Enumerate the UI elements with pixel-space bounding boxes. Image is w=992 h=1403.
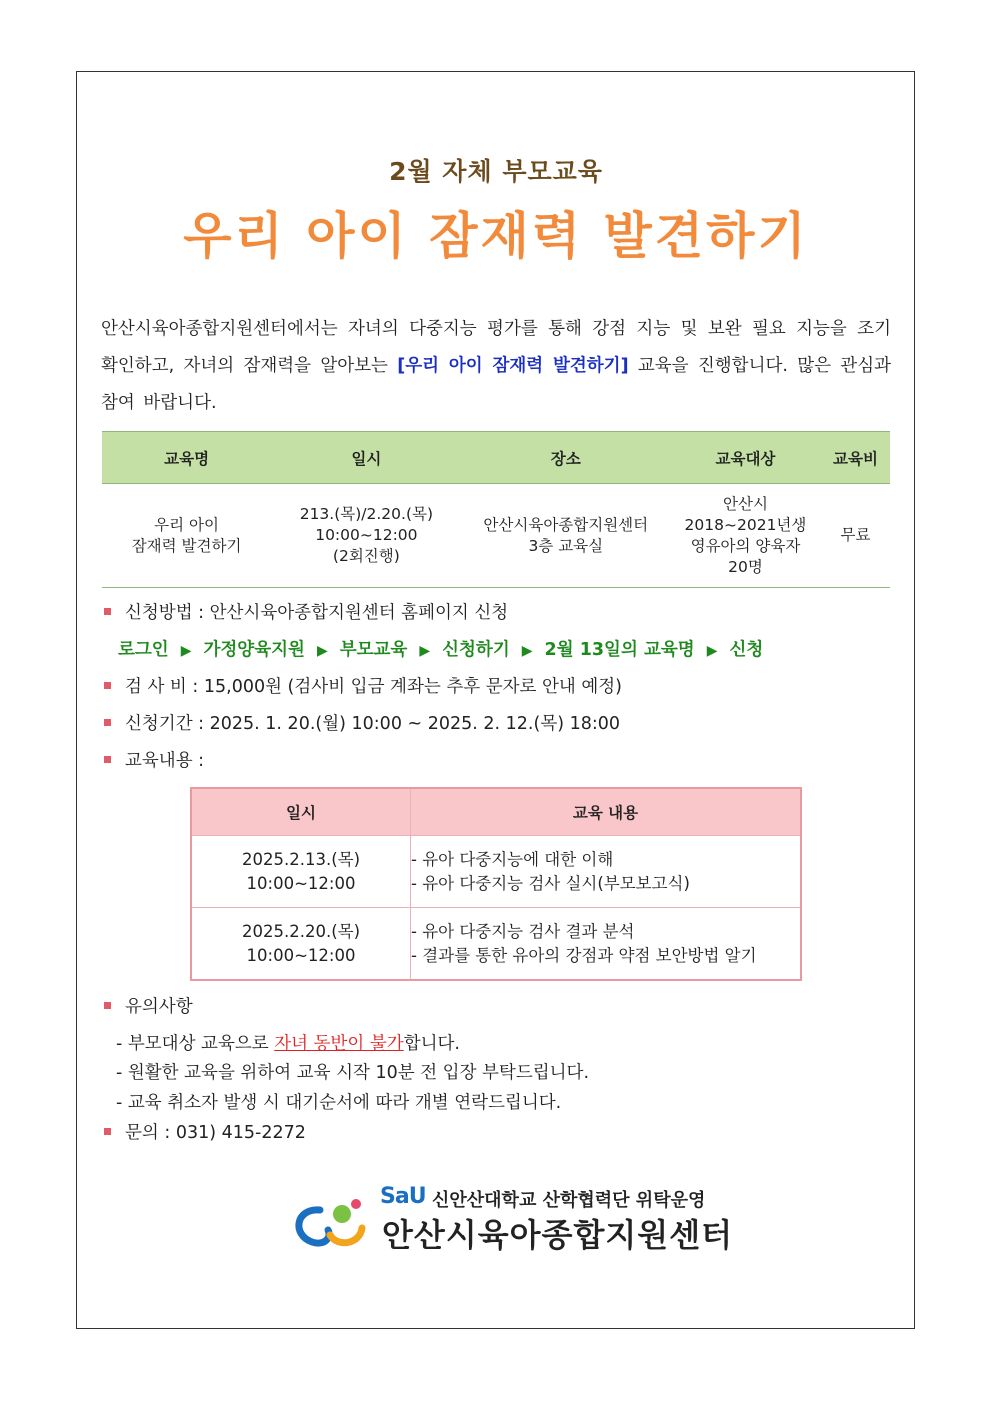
bullet-square-icon (104, 1128, 111, 1135)
content-label-line: 교육내용 : (104, 747, 204, 772)
apply-method-line: 신청방법 : 안산시육아종합지원센터 홈페이지 신청 (104, 599, 508, 624)
apply-path: 로그인 ▶ 가정양육지원 ▶ 부모교육 ▶ 신청하기 ▶ 2월 13일의 교육명 ▶ 신청 (118, 640, 764, 660)
header-fee: 교육비 (821, 432, 890, 484)
center-name: 안산시육아종합지원센터 (382, 1216, 734, 1254)
header-name: 교육명 (102, 432, 271, 484)
triangle-right-icon: ▶ (706, 643, 718, 659)
info-table (102, 431, 890, 588)
bullet-square-icon (104, 756, 111, 763)
subtitle: 2월 자체 부모교육 (389, 157, 603, 186)
note-2: - 원활한 교육을 위하여 교육 시작 10분 전 입장 부탁드립니다. (116, 1063, 590, 1083)
content-header-content: 교육 내용 (411, 788, 802, 836)
table-row: 2025.2.13.(목) 10:00~12:00 - 유아 다중지능에 대한 이해 - 유아 다중지능 검사 실시(부모보고식) (191, 836, 801, 908)
intro-paragraph (101, 311, 891, 422)
page-title: 우리 아이 잠재력 발견하기 (183, 207, 809, 265)
apply-period-line: 신청기간 : 2025. 1. 20.(월) 10:00 ~ 2025. 2. 12.(목) 18:00 (104, 710, 620, 735)
contact-line: 문의 : 031) 415-2272 (104, 1119, 306, 1144)
triangle-right-icon: ▶ (521, 643, 533, 659)
header-target: 교육대상 (670, 432, 821, 484)
note-3: - 교육 취소자 발생 시 대기순서에 따라 개별 연락드립니다. (116, 1093, 562, 1113)
triangle-right-icon: ▶ (316, 643, 328, 659)
center-logo-icon (290, 1180, 370, 1255)
note-1: - 부모대상 교육으로 자녀 동반이 불가합니다. (116, 1034, 460, 1054)
center-logo (290, 1180, 734, 1260)
triangle-right-icon: ▶ (180, 643, 192, 659)
cell-name: 우리 아이 잠재력 발견하기 (102, 484, 271, 588)
cell-place: 안산시육아종합지원센터 3층 교육실 (462, 484, 670, 588)
university-text: 신안산대학교 산학협력단 위탁운영 (432, 1190, 706, 1211)
apply-fee-line: 검 사 비 : 15,000원 (검사비 입금 계좌는 추후 문자로 안내 예정) (104, 673, 622, 698)
cell-fee: 무료 (821, 484, 890, 588)
triangle-right-icon: ▶ (419, 643, 431, 659)
notes-label-line: 유의사항 (104, 993, 193, 1018)
bullet-square-icon (104, 1002, 111, 1009)
note-warning: 자녀 동반이 불가 (274, 1034, 404, 1054)
header-place: 장소 (462, 432, 670, 484)
bullet-square-icon (104, 682, 111, 689)
cell-date: 213.(목)/2.20.(목) 10:00~12:00 (2회진행) (271, 484, 461, 588)
intro-highlight: [우리 아이 잠재력 발견하기] (397, 356, 629, 376)
bullet-square-icon (104, 608, 111, 615)
table-row: 2025.2.20.(목) 10:00~12:00 - 유아 다중지능 검사 결과 분석 - 결과를 통한 유아의 강점과 약점 보안방법 알기 (191, 908, 801, 981)
bullet-square-icon (104, 719, 111, 726)
header-date: 일시 (271, 432, 461, 484)
intro-text-2: 교육을 진행합니다. 많은 관심과 참여 바랍니다. (101, 356, 892, 413)
sau-logo-text: SaU (380, 1184, 426, 1209)
content-header-date: 일시 (191, 788, 411, 836)
cell-target: 안산시 2018~2021년생 영유아의 양육자 20명 (670, 484, 821, 588)
content-table (190, 787, 802, 981)
intro-text-1: 안산시육아종합지원센터에서는 자녀의 다중지능 평가를 통해 강점 지능 및 보완 필요 지능을 조기 확인하고, 자녀의 잠재력을 알아보는 (101, 319, 891, 376)
